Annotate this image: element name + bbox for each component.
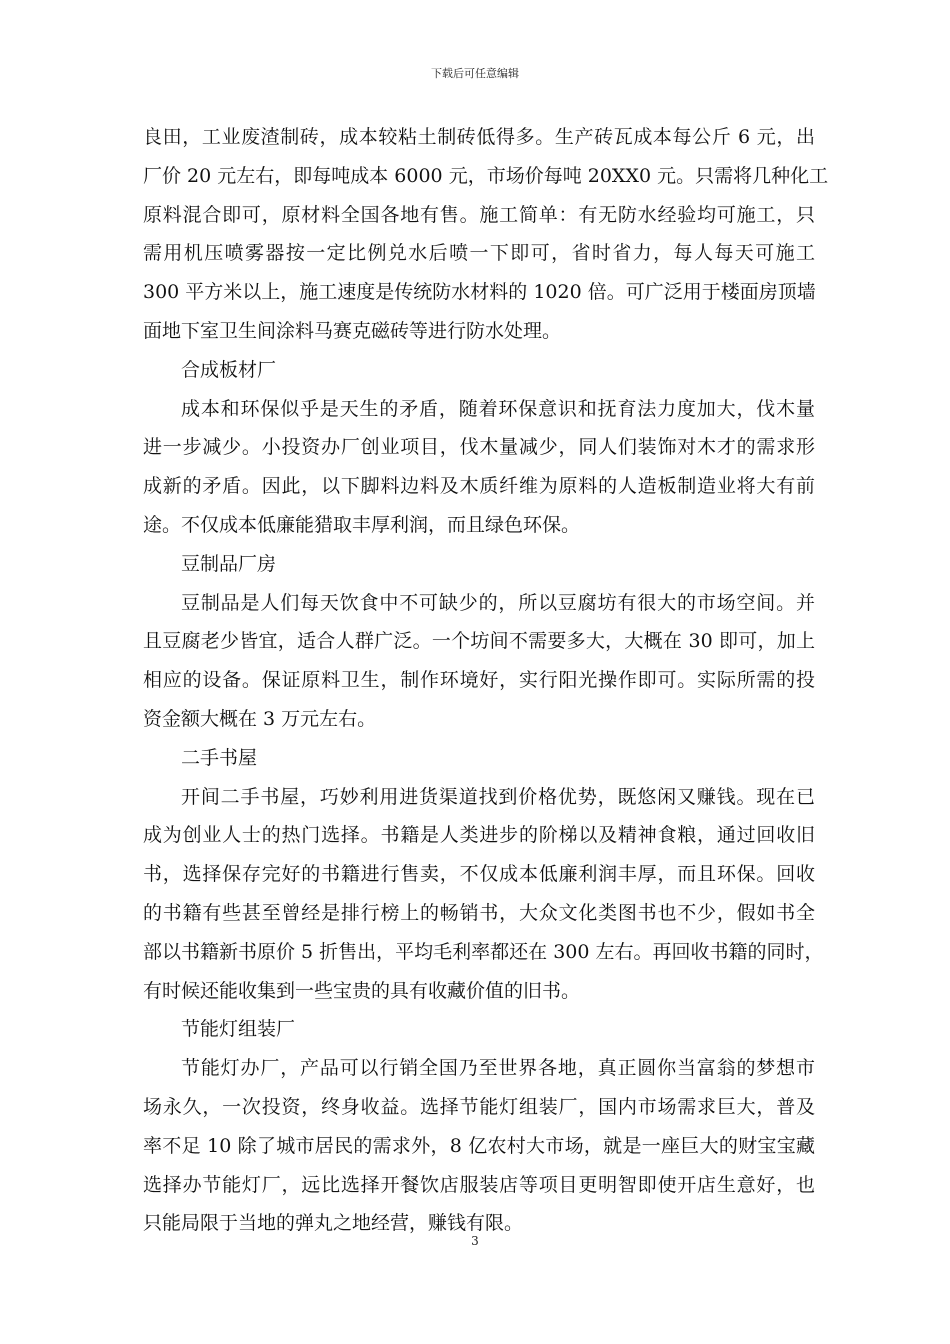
page-header: 下载后可任意编辑 [431, 67, 519, 80]
text-line: 厂价 20 元左右，即每吨成本 6000 元，市场价每吨 20XX0 元。只需将几种化工 [143, 164, 829, 187]
text-line: 原料混合即可，原材料全国各地有售。施工简单：有无防水经验均可施工，只 [143, 203, 815, 226]
text-line: 率不足 10 除了城市居民的需求外，8 亿农村大市场，就是一座巨大的财宝宝藏 [143, 1134, 815, 1157]
text-line: 需用机压喷雾器按一定比例兑水后喷一下即可，省时省力，每人每天可施工 [143, 242, 815, 265]
text-line: 节能灯组装厂 [181, 1018, 296, 1041]
text-line: 300 平方米以上，施工速度是传统防水材料的 1020 倍。可广泛用于楼面房顶墙 [143, 281, 816, 304]
page-number: 3 [471, 1234, 479, 1248]
text-line: 的书籍有些甚至曾经是排行榜上的畅销书，大众文化类图书也不少，假如书全 [143, 901, 815, 924]
text-line: 有时候还能收集到一些宝贵的具有收藏价值的旧书。 [143, 979, 581, 1002]
text-line: 只能局限于当地的弹丸之地经营，赚钱有限。 [143, 1212, 524, 1235]
text-line: 成新的矛盾。因此，以下脚料边料及木质纤维为原料的人造板制造业将大有前 [143, 475, 815, 498]
text-line: 豆制品是人们每天饮食中不可缺少的，所以豆腐坊有很大的市场空间。并 [181, 591, 815, 614]
text-line: 书，选择保存完好的书籍进行售卖，不仅成本低廉利润丰厚，而且环保。回收 [143, 863, 815, 886]
text-line: 成本和环保似乎是天生的矛盾，随着环保意识和抚育法力度加大，伐木量 [181, 397, 815, 420]
text-line: 途。不仅成本低廉能猎取丰厚利润，而且绿色环保。 [143, 513, 581, 536]
text-line: 相应的设备。保证原料卫生，制作环境好，实行阳光操作即可。实际所需的投 [143, 669, 815, 692]
text-line: 开间二手书屋，巧妙利用进货渠道找到价格优势，既悠闲又赚钱。现在已 [181, 785, 815, 808]
text-line: 选择办节能灯厂，远比选择开餐饮店服装店等项目更明智即使开店生意好，也 [143, 1173, 815, 1196]
text-line: 二手书屋 [181, 746, 258, 769]
text-line: 场永久，一次投资，终身收益。选择节能灯组装厂，国内市场需求巨大，普及 [143, 1095, 815, 1118]
text-line: 节能灯办厂，产品可以行销全国乃至世界各地，真正圆你当富翁的梦想市 [181, 1057, 815, 1080]
text-line: 豆制品厂房 [181, 552, 277, 575]
text-line: 合成板材厂 [181, 358, 277, 381]
text-line: 且豆腐老少皆宜，适合人群广泛。一个坊间不需要多大，大概在 30 即可，加上 [143, 630, 815, 653]
text-line: 面地下室卫生间涂料马赛克磁砖等进行防水处理。 [143, 319, 562, 342]
document-body [143, 118, 829, 1243]
text-line: 成为创业人士的热门选择。书籍是人类进步的阶梯以及精神食粮，通过回收旧 [143, 824, 815, 847]
text-line: 进一步减少。小投资办厂创业项目，伐木量减少，同人们装饰对木才的需求形 [143, 436, 815, 459]
text-line: 部以书籍新书原价 5 折售出，平均毛利率都还在 300 左右。再回收书籍的同时， [143, 940, 824, 963]
text-line: 良田，工业废渣制砖，成本较粘土制砖低得多。生产砖瓦成本每公斤 6 元，出 [143, 126, 815, 148]
text-line: 资金额大概在 3 万元左右。 [143, 707, 377, 730]
